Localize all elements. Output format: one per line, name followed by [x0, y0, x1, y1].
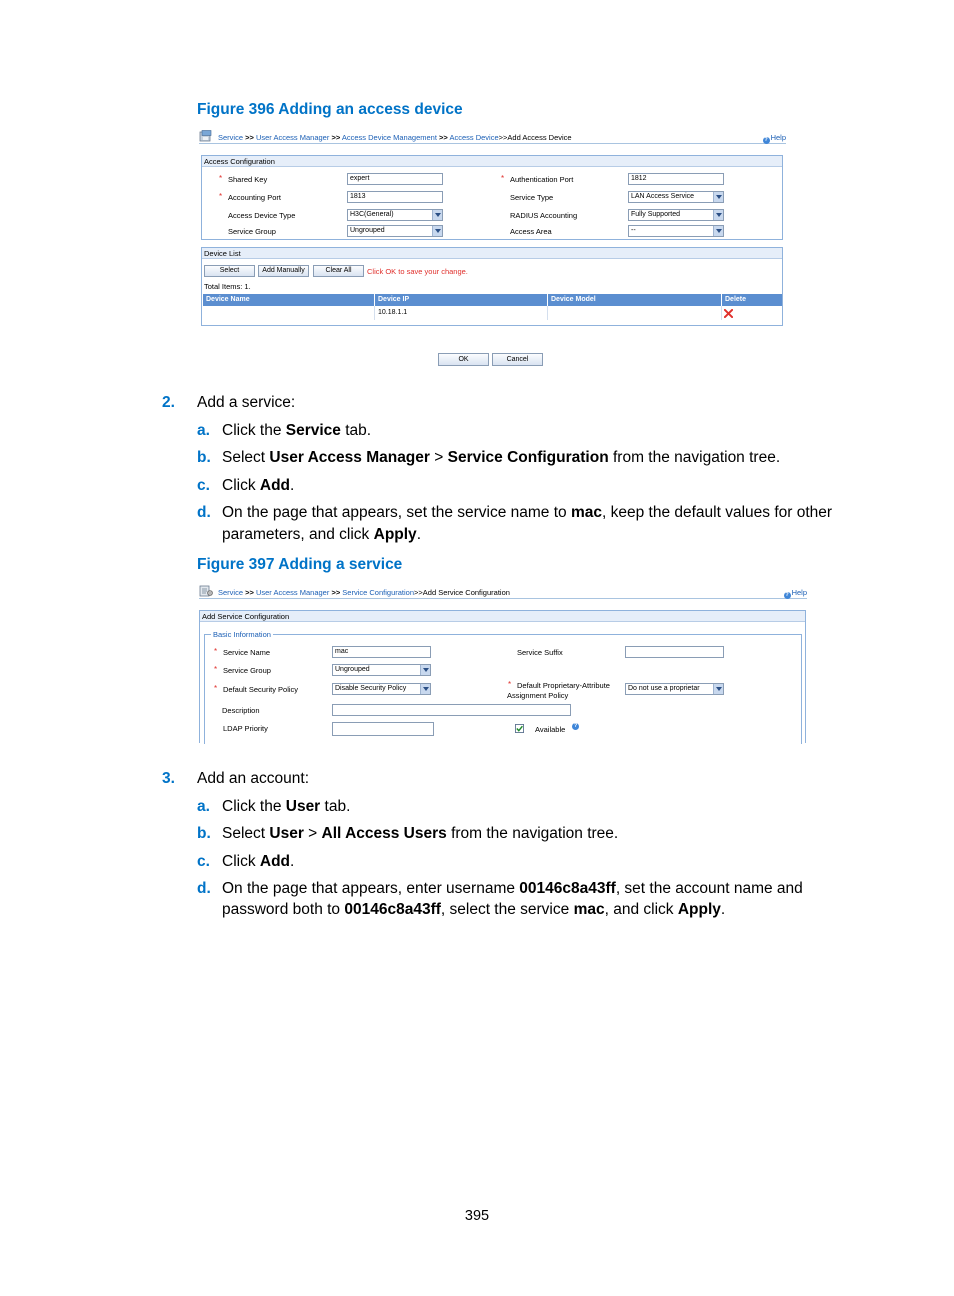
accounting-port-input[interactable]: 1813 [347, 191, 443, 203]
breadcrumb-access-device[interactable]: Access Device [449, 133, 499, 142]
figure-397-caption: Figure 397 Adding a service [197, 556, 403, 573]
column-device-model[interactable]: Device Model [548, 294, 722, 306]
total-items: Total Items: 1. [204, 282, 251, 291]
add-manually-button[interactable]: Add Manually [258, 265, 309, 277]
required-marker: * [214, 647, 218, 656]
service-type-label: Service Type [510, 193, 554, 202]
description-label: Description [222, 706, 260, 715]
step-3d-line-1: On the page that appears, enter username 00146c8a43ff, set the account name and [222, 880, 803, 897]
help-link[interactable]: ? Help [785, 588, 807, 598]
chevron-down-icon [713, 226, 723, 236]
help-link[interactable]: ? Help [764, 133, 786, 143]
step-3d-line-2: password both to 00146c8a43ff, select the service mac, and click Apply. [222, 901, 726, 918]
delete-icon[interactable] [724, 309, 733, 318]
step-2d-line-2: parameters, and click Apply. [222, 526, 421, 543]
figure-396-caption: Figure 396 Adding an access device [197, 101, 463, 118]
chevron-down-icon [432, 226, 442, 236]
required-marker: * [219, 174, 223, 183]
breadcrumb-user-access-manager[interactable]: User Access Manager [255, 588, 330, 597]
panel-title: Add Service Configuration [200, 611, 805, 622]
panel-title: Access Configuration [202, 156, 782, 167]
access-configuration-panel [201, 155, 783, 240]
service-group-label: Service Group [228, 227, 276, 236]
figure-396-screenshot [199, 130, 786, 370]
default-security-policy-select[interactable]: Disable Security Policy [332, 683, 431, 695]
device-model-cell [548, 306, 722, 320]
service-suffix-input[interactable] [625, 646, 724, 658]
device-manager-icon [199, 130, 213, 142]
step-3b-letter: b. [197, 825, 211, 842]
description-input[interactable] [332, 704, 571, 716]
cancel-button[interactable]: Cancel [492, 353, 543, 366]
breadcrumb-user-access-manager[interactable]: User Access Manager [255, 133, 330, 142]
step-2a-letter: a. [197, 422, 210, 439]
step-2d-letter: d. [197, 504, 211, 521]
access-device-type-select[interactable]: H3C(General) [347, 209, 443, 221]
required-marker: * [501, 174, 505, 183]
step-3c-text: Click Add. [222, 853, 295, 870]
column-device-name[interactable]: Device Name [203, 294, 375, 306]
basic-information-legend: Basic Information [213, 630, 271, 639]
authentication-port-label: Authentication Port [510, 175, 574, 184]
step-3c-letter: c. [197, 853, 210, 870]
access-area-select[interactable]: -- [628, 225, 724, 237]
chevron-down-icon [432, 210, 442, 220]
select-button[interactable]: Select [204, 265, 255, 277]
step-2-number: 2. [162, 394, 175, 411]
step-2b-text: Select User Access Manager > Service Configuration from the navigation tree. [222, 449, 781, 466]
proprietary-attribute-select[interactable]: Do not use a proprietar [625, 683, 724, 695]
clear-all-button[interactable]: Clear All [313, 265, 364, 277]
accounting-port-label: Accounting Port [228, 193, 281, 202]
service-name-input[interactable]: mac [332, 646, 431, 658]
column-delete: Delete [722, 294, 782, 306]
page-number: 395 [464, 1208, 490, 1224]
device-name-cell [203, 306, 375, 320]
breadcrumb-current: >>Add Access Device [498, 133, 572, 142]
proprietary-attribute-label-1: Default Proprietary-Attribute [517, 681, 610, 690]
default-security-policy-label: Default Security Policy [223, 685, 299, 694]
required-marker: * [214, 665, 218, 674]
shared-key-label: Shared Key [228, 175, 268, 184]
panel-title: Device List [202, 248, 782, 259]
help-icon[interactable]: ? [573, 723, 578, 729]
available-checkbox[interactable] [515, 724, 524, 733]
add-service-configuration-panel [199, 610, 806, 743]
step-3d-letter: d. [197, 880, 211, 897]
breadcrumb-current: >>Add Service Configuration [414, 588, 510, 597]
step-2b-letter: b. [197, 449, 211, 466]
save-hint: Click OK to save your change. [367, 267, 468, 276]
column-device-ip[interactable]: Device IP [375, 294, 548, 306]
chevron-down-icon [713, 192, 723, 202]
step-3-number: 3. [162, 770, 175, 787]
step-3a-letter: a. [197, 798, 210, 815]
step-3b-text: Select User > All Access Users from the navigation tree. [222, 825, 619, 842]
required-marker: * [214, 684, 218, 693]
help-icon: ? [785, 592, 789, 598]
breadcrumb: Service >> User Access Manager >> Access Device Management >> Access Device>>Add Access Device ? Help [199, 130, 786, 144]
chevron-down-icon [713, 684, 723, 694]
radius-accounting-select[interactable]: Fully Supported [628, 209, 724, 221]
ldap-priority-input[interactable] [332, 722, 434, 736]
step-2-text: Add a service: [197, 394, 296, 411]
breadcrumb-service-configuration[interactable]: Service Configuration [342, 588, 415, 597]
breadcrumb: Service >> User Access Manager >> Service Configuration>>Add Service Configuration ? Help [199, 585, 807, 599]
service-suffix-label: Service Suffix [517, 648, 563, 657]
required-marker: * [508, 680, 512, 689]
step-2c-text: Click Add. [222, 477, 295, 494]
help-icon: ? [764, 137, 768, 143]
breadcrumb-service[interactable]: Service [218, 588, 244, 597]
service-config-icon [199, 585, 213, 597]
chevron-down-icon [420, 684, 430, 694]
step-2c-letter: c. [197, 477, 210, 494]
figure-397-screenshot [199, 585, 807, 745]
authentication-port-input[interactable]: 1812 [628, 173, 724, 185]
chevron-down-icon [713, 210, 723, 220]
service-group-select[interactable]: Ungrouped [332, 664, 431, 676]
step-2d-line-1: On the page that appears, set the service name to mac, keep the default values for other [222, 504, 833, 521]
service-name-label: Service Name [223, 648, 271, 657]
ldap-priority-label: LDAP Priority [223, 724, 268, 733]
device-list-panel [201, 247, 783, 326]
proprietary-attribute-label-2: Assignment Policy [507, 691, 569, 700]
service-group-label: Service Group [223, 666, 271, 675]
breadcrumb-service[interactable]: Service [218, 133, 244, 142]
radius-accounting-label: RADIUS Accounting [510, 211, 578, 220]
shared-key-input[interactable]: expert [347, 173, 443, 185]
device-ip-cell: 10.18.1.1 [375, 306, 548, 320]
step-3a-text: Click the User tab. [222, 798, 351, 815]
step-3-text: Add an account: [197, 770, 310, 787]
service-group-select[interactable]: Ungrouped [347, 225, 443, 237]
ok-button[interactable]: OK [438, 353, 489, 366]
required-marker: * [219, 192, 223, 201]
breadcrumb-access-device-management[interactable]: Access Device Management [341, 133, 437, 142]
access-area-label: Access Area [510, 227, 552, 236]
access-device-type-label: Access Device Type [228, 211, 296, 220]
chevron-down-icon [420, 665, 430, 675]
step-2a-text: Click the Service tab. [222, 422, 372, 439]
available-label: Available [535, 725, 566, 734]
service-type-select[interactable]: LAN Access Service [628, 191, 724, 203]
